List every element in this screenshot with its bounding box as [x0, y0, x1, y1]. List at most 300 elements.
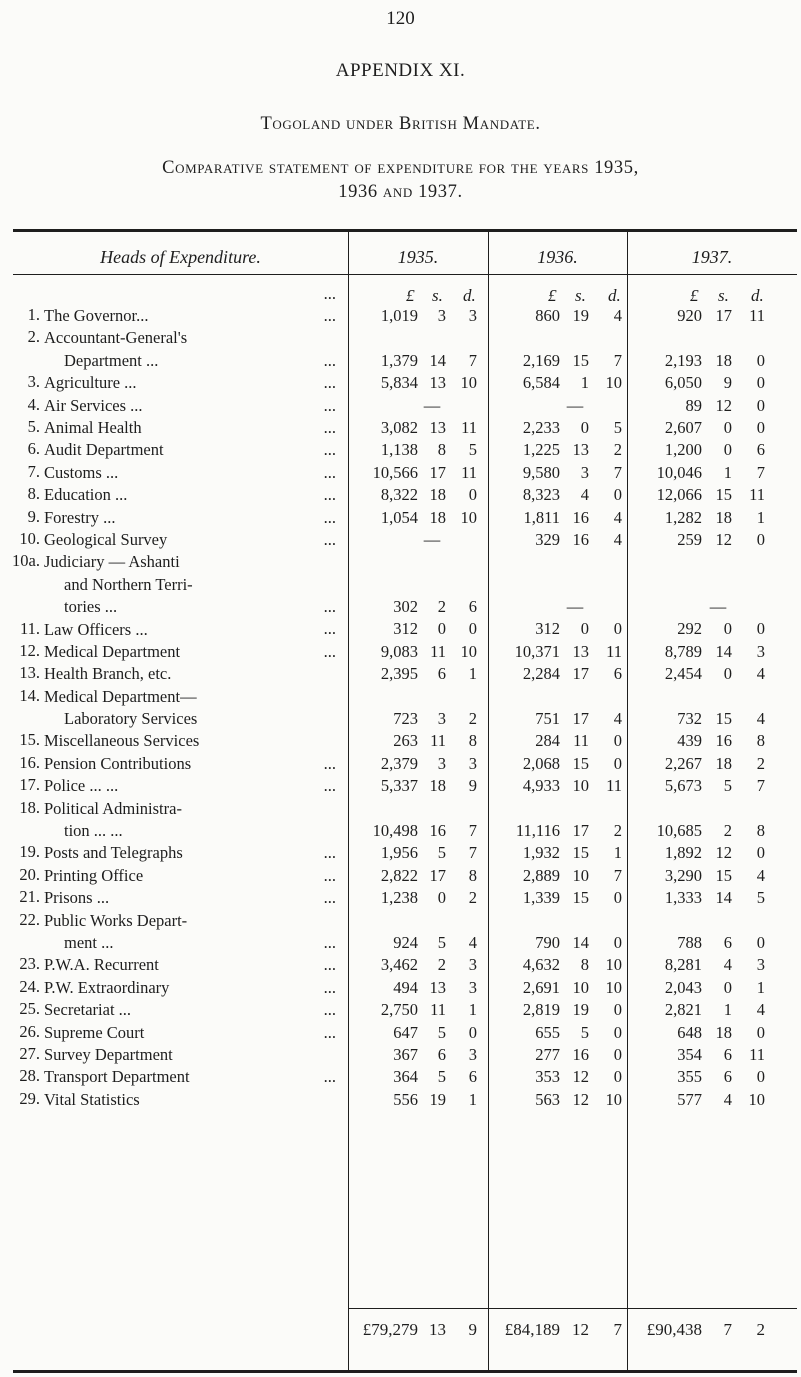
- row-label: Geological Survey: [44, 529, 168, 549]
- amount-pence: 4: [756, 865, 765, 885]
- leader-dots: ...: [323, 843, 336, 863]
- amount-shillings: 13: [429, 977, 446, 997]
- amount-shillings: 9: [723, 373, 732, 393]
- amount-shillings: 19: [429, 1089, 446, 1109]
- row-number: 5.: [27, 416, 40, 436]
- amount-pence: 5: [756, 888, 765, 908]
- amount-1937: [0, 1044, 801, 1066]
- amount-shillings: 17: [715, 305, 732, 325]
- amount-pence: 8: [468, 731, 477, 751]
- amount-shillings: 5: [437, 843, 446, 863]
- amount-pounds: 1,339: [522, 888, 560, 908]
- amount-pounds: 2,819: [522, 1000, 560, 1020]
- leader-dots: ...: [323, 485, 336, 505]
- amount-pounds: 2,169: [522, 350, 560, 370]
- amount-pounds: 2,607: [664, 417, 702, 437]
- amount-pence: 11: [461, 462, 477, 482]
- row-number: 15.: [19, 730, 40, 750]
- amount-shillings: 10: [572, 865, 589, 885]
- amount-pounds: 12,066: [656, 485, 702, 505]
- amount-shillings: 10: [572, 776, 589, 796]
- amount-pounds: 6,584: [522, 373, 560, 393]
- leader-dots: ...: [323, 955, 336, 975]
- amount-pence: 2: [468, 888, 477, 908]
- amount-1937: [0, 932, 801, 954]
- row-label: Printing Office: [44, 865, 144, 885]
- amount-1937: [0, 395, 801, 417]
- amount-pence: 6: [468, 597, 477, 617]
- unit-label-pound: £: [406, 286, 415, 305]
- row-number: 21.: [19, 887, 40, 907]
- amount-pence: 8: [468, 865, 477, 885]
- row-label-continued: ment ...: [64, 933, 114, 952]
- amount-shillings: 6: [723, 933, 732, 952]
- amount-pounds: 1,054: [380, 507, 418, 527]
- amount-pounds: 2,193: [664, 350, 702, 370]
- total-pence: 7: [613, 1320, 622, 1339]
- amount-pence: 0: [756, 933, 765, 952]
- amount-pence: 6: [468, 1067, 477, 1087]
- amount-1937: [0, 865, 801, 887]
- amount-pounds: 2,068: [522, 753, 560, 773]
- amount-pounds: 10,371: [514, 641, 560, 661]
- amount-pence: 11: [749, 305, 765, 325]
- amount-pence: 0: [756, 395, 765, 415]
- row-number: 6.: [27, 439, 40, 459]
- amount-pounds: 302: [393, 597, 418, 617]
- amount-pounds: 5,673: [664, 776, 702, 796]
- amount-shillings: 2: [723, 821, 732, 841]
- row-number: 8.: [27, 484, 40, 504]
- amount-shillings: 14: [715, 888, 732, 908]
- amount-shillings: 11: [430, 731, 446, 751]
- amount-pounds: 1,333: [664, 888, 702, 908]
- amount-shillings: 16: [429, 821, 446, 841]
- amount-pounds: 5,834: [380, 373, 418, 393]
- amount-pounds: 1,379: [380, 350, 418, 370]
- amount-pence: 10: [605, 955, 622, 975]
- amount-pence: 9: [468, 776, 477, 796]
- table-row: [0, 1066, 801, 1088]
- amount-pence: 3: [756, 955, 765, 975]
- amount-1937: [0, 529, 801, 551]
- row-number: 25.: [19, 999, 40, 1019]
- amount-pence: 3: [468, 955, 477, 975]
- amount-pence: 4: [613, 709, 622, 729]
- amount-shillings: 6: [437, 664, 446, 684]
- amount-pence: 1: [468, 1089, 477, 1109]
- amount-pence: 0: [756, 417, 765, 437]
- row-label: Air Services ...: [44, 395, 143, 415]
- amount-pounds: 292: [677, 619, 702, 639]
- amount-pence: 2: [468, 709, 477, 729]
- amount-pence: 10: [460, 373, 477, 393]
- amount-pence: 0: [756, 1067, 765, 1087]
- amount-pounds: 556: [393, 1089, 418, 1109]
- amount-shillings: 3: [580, 462, 589, 482]
- amount-pounds: 354: [677, 1044, 702, 1064]
- amount-pounds: 2,233: [522, 417, 560, 437]
- amount-pounds: 284: [535, 731, 560, 751]
- amount-shillings: 17: [429, 865, 446, 885]
- amount-pence: 0: [613, 485, 622, 505]
- row-number: 19.: [19, 842, 40, 862]
- amount-pounds: 5,337: [380, 776, 418, 796]
- amount-pounds: 494: [393, 977, 418, 997]
- amount-pence: 3: [468, 1044, 477, 1064]
- row-label-continued: tion ... ...: [64, 821, 123, 841]
- amount-shillings: 14: [572, 933, 589, 952]
- amount-pence: 1: [468, 1000, 477, 1020]
- amount-shillings: 15: [572, 888, 589, 908]
- amount-pounds: 312: [393, 619, 418, 639]
- amount-pence: 0: [756, 619, 765, 639]
- amount-1937: [0, 775, 801, 797]
- amount-pence: 7: [468, 843, 477, 863]
- amount-shillings: 4: [723, 1089, 732, 1109]
- row-number: 24.: [19, 976, 40, 996]
- amount-1937: [0, 350, 801, 372]
- amount-pence: 0: [613, 888, 622, 908]
- amount-shillings: 2: [437, 597, 446, 617]
- amount-shillings: 0: [723, 440, 732, 460]
- leader-dots: ...: [323, 753, 336, 773]
- amount-pence: 0: [613, 1000, 622, 1020]
- amount-shillings: 4: [723, 955, 732, 975]
- amount-pounds: 11,116: [515, 821, 560, 841]
- amount-pounds: 10,046: [656, 462, 702, 482]
- amount-shillings: 1: [580, 373, 589, 393]
- dash: —: [709, 597, 727, 617]
- row-label: Secretariat ...: [44, 1000, 132, 1020]
- amount-pence: 1: [756, 507, 765, 527]
- amount-1937: [0, 1066, 801, 1088]
- amount-shillings: 15: [715, 865, 732, 885]
- row-label: Public Works Depart-: [44, 910, 188, 930]
- row-label: Law Officers ...: [44, 619, 148, 639]
- dash: —: [566, 597, 584, 617]
- amount-pence: 7: [468, 350, 477, 370]
- leader-dots: ...: [323, 619, 336, 639]
- amount-pounds: 8,789: [664, 641, 702, 661]
- row-label: P.W.A. Recurrent: [44, 955, 159, 975]
- amount-shillings: 5: [723, 776, 732, 796]
- amount-pence: 7: [613, 350, 622, 370]
- amount-shillings: 8: [580, 955, 589, 975]
- row-label: Judiciary — Ashanti: [44, 552, 180, 572]
- amount-shillings: 12: [572, 1067, 589, 1087]
- amount-pence: 10: [460, 641, 477, 661]
- total-pounds: £90,438: [646, 1320, 702, 1339]
- appendix-title: APPENDIX XI.: [335, 60, 466, 81]
- total-shillings: 12: [572, 1320, 589, 1339]
- amount-pounds: 1,238: [380, 888, 418, 908]
- amount-1937: [0, 820, 801, 842]
- row-label: Supreme Court: [44, 1022, 145, 1042]
- row-label: Transport Department: [44, 1067, 190, 1087]
- amount-pounds: 259: [677, 529, 702, 549]
- amount-1937: [0, 484, 801, 506]
- amount-pounds: 353: [535, 1067, 560, 1087]
- amount-shillings: 6: [723, 1067, 732, 1087]
- row-number: 2.: [27, 327, 40, 347]
- row-label: Police ... ...: [44, 776, 119, 796]
- unit-label-pence: d.: [608, 286, 621, 305]
- amount-shillings: 8: [437, 440, 446, 460]
- amount-pence: 2: [756, 753, 765, 773]
- dash: —: [423, 395, 441, 415]
- table-row: [0, 686, 801, 731]
- amount-shillings: 17: [572, 664, 589, 684]
- row-label-continued: Department ...: [64, 350, 159, 370]
- header-1935: 1935.: [397, 247, 439, 267]
- amount-pounds: 860: [535, 305, 560, 325]
- row-number: 7.: [27, 461, 40, 481]
- amount-shillings: 11: [430, 1000, 446, 1020]
- leader-dots: ...: [323, 373, 336, 393]
- table-row: [0, 730, 801, 752]
- amount-pence: 4: [613, 529, 622, 549]
- row-number: 17.: [19, 775, 40, 795]
- amount-pence: 5: [613, 417, 622, 437]
- amount-pence: 0: [613, 753, 622, 773]
- unit-label-shilling: s.: [432, 286, 443, 305]
- row-number: 26.: [19, 1021, 40, 1041]
- amount-shillings: 0: [723, 619, 732, 639]
- amount-shillings: 15: [572, 843, 589, 863]
- amount-pounds: 2,821: [664, 1000, 702, 1020]
- amount-pence: 3: [468, 305, 477, 325]
- row-label: Vital Statistics: [44, 1089, 140, 1109]
- totals-row: [0, 1320, 801, 1346]
- amount-pence: 4: [756, 709, 765, 729]
- amount-pounds: 751: [535, 709, 560, 729]
- amount-shillings: 19: [572, 305, 589, 325]
- subtitle-line-2: 1936 and 1937.: [338, 182, 463, 202]
- amount-1937: [0, 708, 801, 730]
- row-label: Agriculture ...: [44, 373, 137, 393]
- amount-shillings: 11: [430, 641, 446, 661]
- amount-shillings: 2: [437, 955, 446, 975]
- amount-1937: [0, 977, 801, 999]
- leader-dots: ...: [323, 641, 336, 661]
- amount-pounds: 277: [535, 1044, 560, 1064]
- header-rule: [13, 274, 797, 275]
- leader-dots: ...: [323, 933, 336, 952]
- amount-1937: [0, 999, 801, 1021]
- amount-shillings: 1: [723, 462, 732, 482]
- amount-1937: [0, 439, 801, 461]
- amount-pounds: 1,956: [380, 843, 418, 863]
- row-number: 10.: [19, 528, 40, 548]
- amount-pence: 7: [613, 462, 622, 482]
- leader-dots: ...: [323, 1022, 336, 1042]
- amount-pounds: 263: [393, 731, 418, 751]
- amount-pence: 4: [613, 305, 622, 325]
- row-number: 3.: [27, 372, 40, 392]
- row-label: Education ...: [44, 485, 128, 505]
- amount-1937: [0, 417, 801, 439]
- amount-shillings: 17: [572, 821, 589, 841]
- row-number: 12.: [19, 640, 40, 660]
- amount-1937: [0, 1089, 801, 1111]
- amount-pence: 0: [756, 843, 765, 863]
- row-number: 9.: [27, 506, 40, 526]
- amount-shillings: 18: [429, 485, 446, 505]
- amount-pounds: 723: [393, 709, 418, 729]
- amount-pence: 5: [468, 440, 477, 460]
- total-pounds: £84,189: [504, 1320, 560, 1339]
- amount-shillings: 6: [723, 1044, 732, 1064]
- amount-shillings: 14: [429, 350, 446, 370]
- amount-shillings: 5: [437, 933, 446, 952]
- amount-pence: 7: [756, 776, 765, 796]
- leader-dots: ...: [323, 350, 336, 370]
- amount-pence: 3: [468, 753, 477, 773]
- amount-pounds: 439: [677, 731, 702, 751]
- amount-pounds: 8,281: [664, 955, 702, 975]
- amount-shillings: 13: [429, 417, 446, 437]
- amount-shillings: 13: [572, 440, 589, 460]
- amount-pence: 8: [756, 731, 765, 751]
- amount-shillings: 0: [580, 619, 589, 639]
- amount-pounds: 3,462: [380, 955, 418, 975]
- amount-pounds: 577: [677, 1089, 702, 1109]
- amount-pounds: 1,138: [380, 440, 418, 460]
- row-label: Medical Department: [44, 641, 181, 661]
- amount-1937: [0, 596, 801, 618]
- amount-pounds: 1,892: [664, 843, 702, 863]
- amount-pence: 11: [606, 776, 622, 796]
- amount-shillings: 11: [573, 731, 589, 751]
- row-number: 28.: [19, 1066, 40, 1086]
- row-label: Political Administra-: [44, 798, 182, 818]
- row-label: Miscellaneous Services: [44, 731, 200, 751]
- amount-shillings: 5: [580, 1022, 589, 1042]
- row-number: 22.: [19, 909, 40, 929]
- amount-shillings: 5: [437, 1067, 446, 1087]
- table-row: [0, 842, 801, 864]
- amount-pounds: 329: [535, 529, 560, 549]
- total-pounds: £79,279: [362, 1320, 418, 1339]
- row-label-continued: and Northern Terri-: [64, 574, 193, 594]
- amount-shillings: 13: [572, 641, 589, 661]
- amount-pence: 0: [613, 1044, 622, 1064]
- amount-pounds: 9,083: [380, 641, 418, 661]
- amount-shillings: 18: [715, 507, 732, 527]
- amount-shillings: 3: [437, 709, 446, 729]
- amount-1937: [0, 663, 801, 685]
- header-heads-of-expenditure: Heads of Expenditure.: [100, 247, 261, 267]
- subtitle-line-1: Comparative statement of expenditure for the years 1935,: [162, 158, 639, 178]
- row-number: 14.: [19, 685, 40, 705]
- amount-pence: 0: [613, 1022, 622, 1042]
- row-number: 1.: [27, 305, 40, 324]
- leader-dots: ...: [323, 305, 336, 325]
- amount-pence: 3: [756, 641, 765, 661]
- amount-pounds: 2,691: [522, 977, 560, 997]
- amount-1937: [0, 887, 801, 909]
- unit-label-pound: £: [690, 286, 699, 305]
- amount-shillings: 4: [580, 485, 589, 505]
- amount-pence: 0: [613, 619, 622, 639]
- header-1937: 1937.: [691, 247, 733, 267]
- amount-pence: 7: [468, 821, 477, 841]
- amount-pounds: 647: [393, 1022, 418, 1042]
- amount-shillings: 14: [715, 641, 732, 661]
- amount-1937: [0, 462, 801, 484]
- amount-shillings: 18: [429, 776, 446, 796]
- row-label: Medical Department—: [44, 686, 197, 706]
- amount-shillings: 15: [572, 753, 589, 773]
- header-1936: 1936.: [537, 247, 578, 267]
- amount-pence: 6: [756, 440, 765, 460]
- amount-pounds: 364: [393, 1067, 418, 1087]
- row-label: Posts and Telegraphs: [44, 843, 183, 863]
- amount-pounds: 4,933: [522, 776, 560, 796]
- amount-1937: [0, 305, 801, 327]
- amount-pounds: 9,580: [522, 462, 560, 482]
- amount-shillings: 16: [572, 529, 589, 549]
- amount-pounds: 2,379: [380, 753, 418, 773]
- row-number: 29.: [19, 1088, 40, 1108]
- amount-shillings: 12: [572, 1089, 589, 1109]
- amount-shillings: 12: [715, 843, 732, 863]
- amount-shillings: 3: [437, 305, 446, 325]
- leader-dots: ...: [323, 440, 336, 460]
- amount-pounds: 2,822: [380, 865, 418, 885]
- amount-1937: [0, 507, 801, 529]
- amount-pence: 10: [605, 373, 622, 393]
- leader-dots: ...: [323, 395, 336, 415]
- row-number: 27.: [19, 1043, 40, 1063]
- amount-shillings: 0: [437, 619, 446, 639]
- row-number: 10a.: [12, 551, 40, 571]
- total-pence: 2: [756, 1320, 765, 1339]
- row-label: Forestry ...: [44, 507, 116, 527]
- amount-pounds: 2,395: [380, 664, 418, 684]
- amount-pounds: 1,932: [522, 843, 560, 863]
- amount-pounds: 3,290: [664, 865, 702, 885]
- document-title: Togoland under British Mandate.: [260, 114, 541, 134]
- amount-pence: 8: [756, 821, 765, 841]
- amount-shillings: 0: [723, 664, 732, 684]
- amount-pence: 0: [613, 1067, 622, 1087]
- amount-pounds: 3,082: [380, 417, 418, 437]
- amount-shillings: 12: [715, 529, 732, 549]
- amount-pence: 0: [756, 1022, 765, 1042]
- amount-pence: 0: [468, 619, 477, 639]
- amount-pence: 10: [748, 1089, 765, 1109]
- amount-pounds: 790: [535, 933, 560, 952]
- amount-shillings: 0: [437, 888, 446, 908]
- row-label: Health Branch, etc.: [44, 664, 172, 684]
- amount-pence: 0: [613, 933, 622, 952]
- amount-1937: [0, 954, 801, 976]
- row-number: 4.: [27, 394, 40, 414]
- amount-pounds: 1,019: [380, 305, 418, 325]
- amount-shillings: 16: [715, 731, 732, 751]
- amount-pounds: 732: [677, 709, 702, 729]
- amount-1937: [0, 753, 801, 775]
- amount-pence: 1: [756, 977, 765, 997]
- amount-pounds: 355: [677, 1067, 702, 1087]
- amount-pence: 0: [613, 731, 622, 751]
- row-label: P.W. Extraordinary: [44, 977, 170, 997]
- row-label: Survey Department: [44, 1044, 173, 1064]
- amount-pounds: 10,685: [656, 821, 702, 841]
- amount-pounds: 6,050: [664, 373, 702, 393]
